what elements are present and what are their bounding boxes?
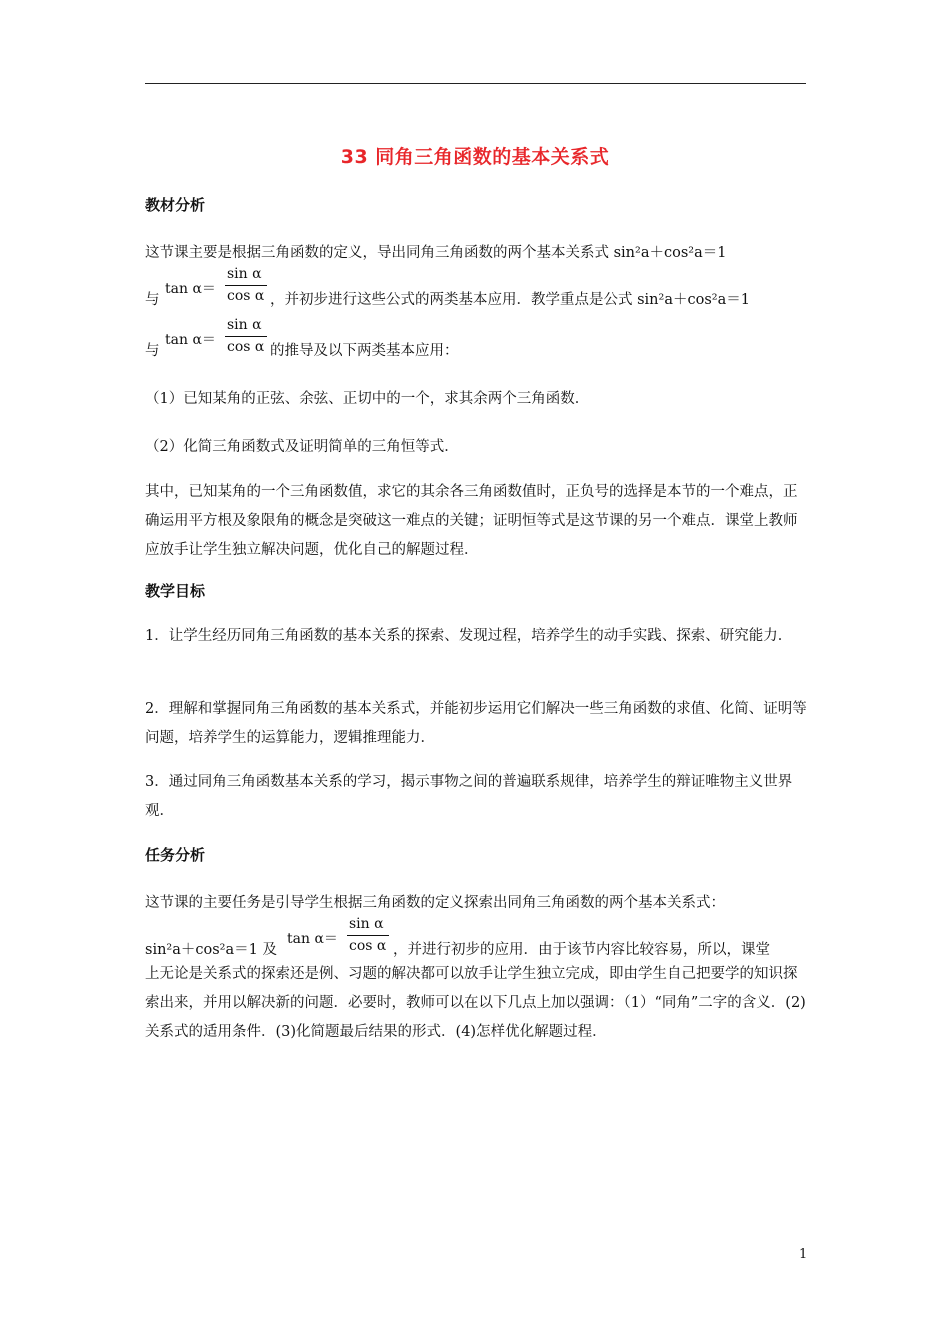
document-title: 33 同角三角函数的基本关系式 — [340, 146, 610, 168]
analysis-line-1: 这节课主要是根据三角函数的定义，导出同角三角函数的两个基本关系式 sin²a＋cos²a＝1 — [145, 245, 727, 261]
analysis-line-2-pre: 与 — [145, 292, 160, 308]
analysis-line-3-post: 的推导及以下两类基本应用： — [270, 343, 459, 359]
page-number: 1 — [799, 1247, 808, 1262]
formula-denominator: cos α — [227, 339, 265, 355]
formula-numerator: sin α — [349, 916, 384, 932]
formula-numerator: sin α — [227, 266, 262, 282]
fraction-bar — [225, 336, 267, 337]
section-heading-task: 任务分析 — [145, 846, 206, 864]
task-line-2-post: ，并进行初步的应用．由于该节内容比较容易，所以，课堂 — [393, 942, 770, 958]
section-heading-analysis: 教材分析 — [145, 196, 206, 214]
analysis-item-2: （2）化简三角函数式及证明简单的三角恒等式． — [145, 439, 459, 455]
analysis-paragraph: 其中，已知某角的一个三角函数值，求它的其余各三角函数值时，正负号的选择是本节的一个难点，正确运用平方根及象限角的概念是突破这一难点的关键；证明恒等式是这节课的另一个难点．课堂上教师应放手让学生独立解决问题，优化自己的解题过程． — [145, 484, 798, 558]
task-line-2-pre: sin²a＋cos²a＝1 及 — [145, 942, 277, 958]
formula-denominator: cos α — [227, 288, 265, 304]
section-heading-objectives: 教学目标 — [145, 582, 206, 600]
task-paragraph-rest: 上无论是关系式的探索还是例、习题的解决都可以放手让学生独立完成，即由学生自己把要学的知识探索出来，并用以解决新的问题．必要时，教师可以在以下几点上加以强调：（1）“同角”二字的含义．(2)关系式的适用条件．(3)化简题最后结果的形式．(4)怎样优化解题过程． — [145, 966, 806, 1040]
formula-numerator: sin α — [227, 317, 262, 333]
fraction-bar — [225, 285, 267, 286]
analysis-line-3-pre: 与 — [145, 343, 160, 359]
formula-denominator: cos α — [349, 938, 387, 954]
header-rule — [145, 83, 806, 84]
fraction-bar — [347, 935, 389, 936]
task-line-1: 这节课的主要任务是引导学生根据三角函数的定义探索出同角三角函数的两个基本关系式： — [145, 895, 725, 911]
objective-1: 1．让学生经历同角三角函数的基本关系的探索、发现过程，培养学生的动手实践、探索、研究能力． — [145, 628, 793, 644]
formula-tan: tan α＝ — [165, 281, 216, 297]
analysis-line-2-post: ，并初步进行这些公式的两类基本应用．教学重点是公式 sin²a＋cos²a＝1 — [270, 292, 750, 308]
formula-tan: tan α＝ — [165, 332, 216, 348]
formula-tan: tan α＝ — [287, 931, 338, 947]
objective-2: 2．理解和掌握同角三角函数的基本关系式，并能初步运用它们解决一些三角函数的求值、化简、证明等问题，培养学生的运算能力，逻辑推理能力． — [145, 701, 807, 746]
objective-3: 3．通过同角三角函数基本关系的学习，揭示事物之间的普遍联系规律，培养学生的辩证唯物主义世界观． — [145, 774, 793, 819]
analysis-item-1: （1）已知某角的正弦、余弦、正切中的一个，求其余两个三角函数． — [145, 391, 590, 407]
